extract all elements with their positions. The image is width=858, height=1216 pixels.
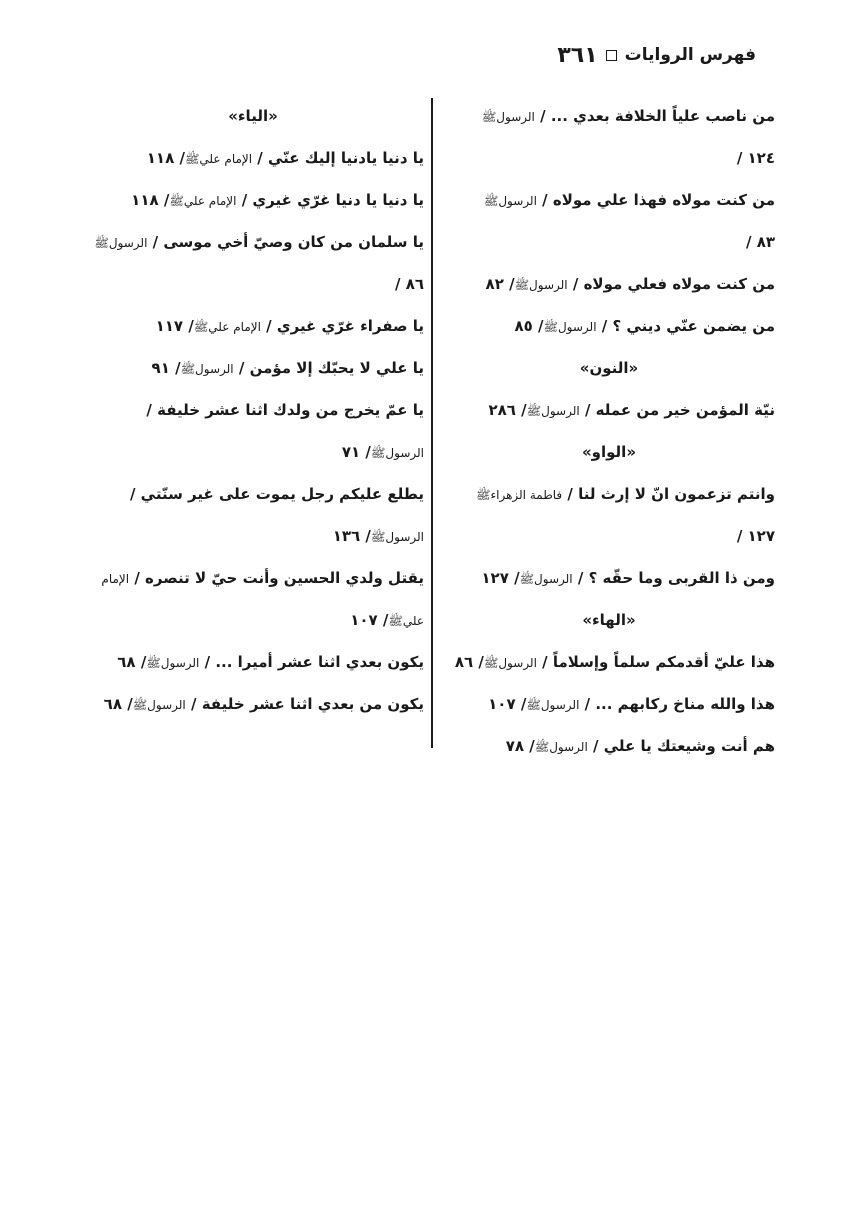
entry-text: نيّة المؤمن خير من عمله / xyxy=(579,401,775,419)
entry-narrator: عليﷺ xyxy=(388,614,424,628)
index-entry xyxy=(443,557,775,599)
index-entry xyxy=(443,473,775,515)
entry-page-ref: / ١٠٧ xyxy=(488,695,527,713)
entry-narrator: الإمام عليﷺ xyxy=(193,320,261,334)
index-entry xyxy=(82,683,424,725)
entry-page-ref: / ١٢٧ xyxy=(481,569,520,587)
index-entry xyxy=(443,95,775,137)
entry-text: ٨٣ / xyxy=(745,233,775,251)
square-icon xyxy=(606,50,617,61)
entry-narrator: الرسولﷺ xyxy=(543,320,597,334)
entry-page-ref: / ١٣٦ xyxy=(332,527,371,545)
entry-page-ref: / ٨٥ xyxy=(514,317,544,335)
entry-text: يا علي لا يحبّك إلا مؤمن / xyxy=(233,359,424,377)
index-entry xyxy=(443,725,775,767)
entry-narrator: الإمام عليﷺ xyxy=(184,152,253,166)
entry-narrator: الإمام xyxy=(101,572,130,586)
entry-page-ref: / ١٠٧ xyxy=(350,611,389,629)
entry-narrator: الرسولﷺ xyxy=(94,236,148,250)
running-header xyxy=(557,40,756,70)
index-entry xyxy=(82,599,424,641)
index-entry xyxy=(443,263,775,305)
entry-text: ١٢٤ / xyxy=(736,149,775,167)
index-entry xyxy=(82,557,424,599)
entry-text: يكون بعدي اثنا عشر أميرا ... / xyxy=(199,653,424,671)
entry-narrator: الرسولﷺ xyxy=(370,446,424,460)
entry-text: هذا عليّ أقدمكم سلماً وإسلاماً / xyxy=(536,653,775,671)
index-entry xyxy=(82,431,424,473)
index-entry xyxy=(443,305,775,347)
entry-page-ref: / ١١٨ xyxy=(146,149,185,167)
entry-narrator: الرسولﷺ xyxy=(146,656,200,670)
index-entry xyxy=(82,263,424,305)
index-entry xyxy=(443,641,775,683)
entry-text: وانتم تزعمون انّ لا إرث لنا / xyxy=(562,485,775,503)
index-entry xyxy=(82,641,424,683)
entry-narrator: الرسولﷺ xyxy=(534,740,588,754)
entry-narrator: الرسولﷺ xyxy=(180,362,234,376)
entry-text: يا دنيا يادنيا إليك عنّي / xyxy=(252,149,424,167)
entry-narrator: الرسولﷺ xyxy=(526,698,580,712)
entry-narrator: الرسولﷺ xyxy=(481,110,535,124)
entry-narrator: الرسولﷺ xyxy=(514,278,568,292)
index-entry xyxy=(443,221,775,263)
entry-text: من يضمن عنّي ديني ؟ / xyxy=(596,317,775,335)
column-divider xyxy=(431,98,433,748)
entry-narrator: الرسولﷺ xyxy=(370,530,424,544)
index-entry xyxy=(443,683,775,725)
entry-narrator: الرسولﷺ xyxy=(526,404,580,418)
entry-text: يقتل ولدي الحسين وأنت حيّ لا تنصره / xyxy=(129,569,424,587)
entry-text: من كنت مولاه فعلي مولاه / xyxy=(567,275,775,293)
index-column-left xyxy=(82,95,424,725)
entry-text: يا صفراء غرّي غيري / xyxy=(260,317,424,335)
entry-narrator: الرسولﷺ xyxy=(483,194,537,208)
entry-text: ١٢٧ / xyxy=(736,527,775,545)
index-entry xyxy=(443,179,775,221)
index-entry xyxy=(443,137,775,179)
index-entry xyxy=(82,137,424,179)
section-heading: «الواو» xyxy=(581,443,637,461)
index-entry xyxy=(82,389,424,431)
index-entry xyxy=(82,221,424,263)
entry-narrator: الرسولﷺ xyxy=(519,572,573,586)
entry-text: من كنت مولاه فهذا علي مولاه / xyxy=(536,191,775,209)
index-entry xyxy=(82,347,424,389)
entry-page-ref: / ٦٨ xyxy=(117,653,147,671)
header-title: فهرس الروايات xyxy=(624,45,756,65)
section-heading: «الياء» xyxy=(228,107,278,125)
entry-text: يا سلمان من كان وصيّ أخي موسى / xyxy=(147,233,424,251)
index-entry xyxy=(443,389,775,431)
entry-page-ref: / ٨٢ xyxy=(485,275,515,293)
index-entry xyxy=(82,179,424,221)
entry-page-ref: / ١١٨ xyxy=(131,191,170,209)
entry-page-ref: / ٦٨ xyxy=(103,695,133,713)
entry-text: هذا والله مناخ ركابهم ... / xyxy=(579,695,775,713)
entry-text: يا عمّ يخرج من ولدك اثنا عشر خليفة / xyxy=(146,401,424,419)
entry-text: يطلع عليكم رجل يموت على غير سنّتي / xyxy=(129,485,424,503)
section-heading: «الهاء» xyxy=(582,611,636,629)
entry-narrator: الرسولﷺ xyxy=(483,656,537,670)
entry-text: يا دنيا يا دنيا غرّي غيري / xyxy=(236,191,424,209)
entry-page-ref: / ٢٨٦ xyxy=(488,401,527,419)
entry-text: من ناصب علياً الخلافة بعدي ... / xyxy=(534,107,775,125)
index-entry xyxy=(82,515,424,557)
index-entry xyxy=(82,473,424,515)
entry-text: يكون من بعدي اثنا عشر خليفة / xyxy=(185,695,424,713)
entry-narrator: الرسولﷺ xyxy=(132,698,186,712)
entry-page-ref: / ٧١ xyxy=(341,443,371,461)
page-number: ٣٦١ xyxy=(557,42,598,68)
entry-text: ٨٦ / xyxy=(394,275,424,293)
entry-text: هم أنت وشيعتك يا علي / xyxy=(587,737,775,755)
entry-narrator: فاطمة الزهراءﷺ xyxy=(475,488,563,502)
index-column-right xyxy=(443,95,775,767)
index-entry xyxy=(443,515,775,557)
entry-page-ref: / ٨٦ xyxy=(454,653,484,671)
entry-page-ref: / ١١٧ xyxy=(155,317,194,335)
entry-text: ومن ذا القربى وما حقّه ؟ / xyxy=(572,569,775,587)
entry-narrator: الإمام عليﷺ xyxy=(169,194,237,208)
section-heading: «النون» xyxy=(579,359,639,377)
index-entry xyxy=(82,305,424,347)
entry-page-ref: / ٩١ xyxy=(151,359,181,377)
entry-page-ref: / ٧٨ xyxy=(505,737,535,755)
